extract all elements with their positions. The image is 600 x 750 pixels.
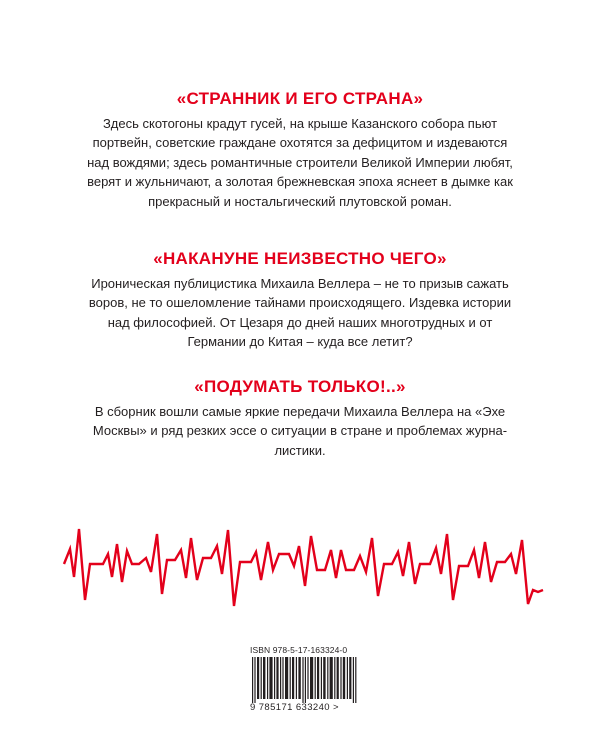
body-line: Германии до Китая – куда все летит? bbox=[187, 334, 413, 350]
section-body bbox=[78, 274, 522, 352]
body-line: В сборник вошли самые яркие передачи Михаила Веллера на «Эхе bbox=[94, 404, 506, 419]
section-body bbox=[78, 114, 522, 211]
section-stranger bbox=[78, 88, 522, 211]
body-line: листики. bbox=[274, 442, 326, 458]
barcode-digits: 9 785171 633240 > bbox=[250, 702, 339, 713]
section-heading: «ПОДУМАТЬ ТОЛЬКО!..» bbox=[194, 377, 406, 396]
body-line: Здесь скотогоны крадут гусей, на крыше Казанского собора пьют bbox=[102, 116, 498, 131]
section-just-think bbox=[78, 376, 522, 460]
heartbeat-line-graphic bbox=[0, 520, 600, 610]
body-line: портвейн, советские граждане охотятся за дефицитом и издеваются bbox=[92, 135, 508, 151]
section-eve-of-unknown bbox=[78, 248, 522, 352]
body-line: Москвы» и ряд резких эссе о ситуации в стране и проблемах журна- bbox=[92, 423, 508, 439]
body-line: верят и жульничают, а золотая брежневская эпоха яснеет в дымке как bbox=[87, 174, 513, 190]
section-heading: «НАКАНУНЕ НЕИЗВЕСТНО ЧЕГО» bbox=[153, 249, 447, 268]
body-line: прекрасный и ностальгический плутовской роман. bbox=[148, 193, 452, 209]
body-line: над философией. От Цезаря до дней наших многотрудных и от bbox=[107, 314, 493, 330]
body-line: воров, не то ошеломление тайнами происходящего. Издевка истории bbox=[88, 295, 512, 311]
body-line: над вождями; здесь романтичные строители Великой Империи любят, bbox=[87, 154, 513, 170]
isbn-barcode-block bbox=[250, 645, 370, 715]
isbn-label: ISBN 978-5-17-163324-0 bbox=[250, 645, 348, 655]
barcode-icon bbox=[252, 657, 362, 703]
body-line: Ироническая публицистика Михаила Веллера – не то призыв сажать bbox=[91, 276, 509, 291]
section-body bbox=[78, 402, 522, 460]
heartbeat-line bbox=[64, 529, 543, 606]
section-heading: «СТРАННИК И ЕГО СТРАНА» bbox=[176, 89, 424, 108]
